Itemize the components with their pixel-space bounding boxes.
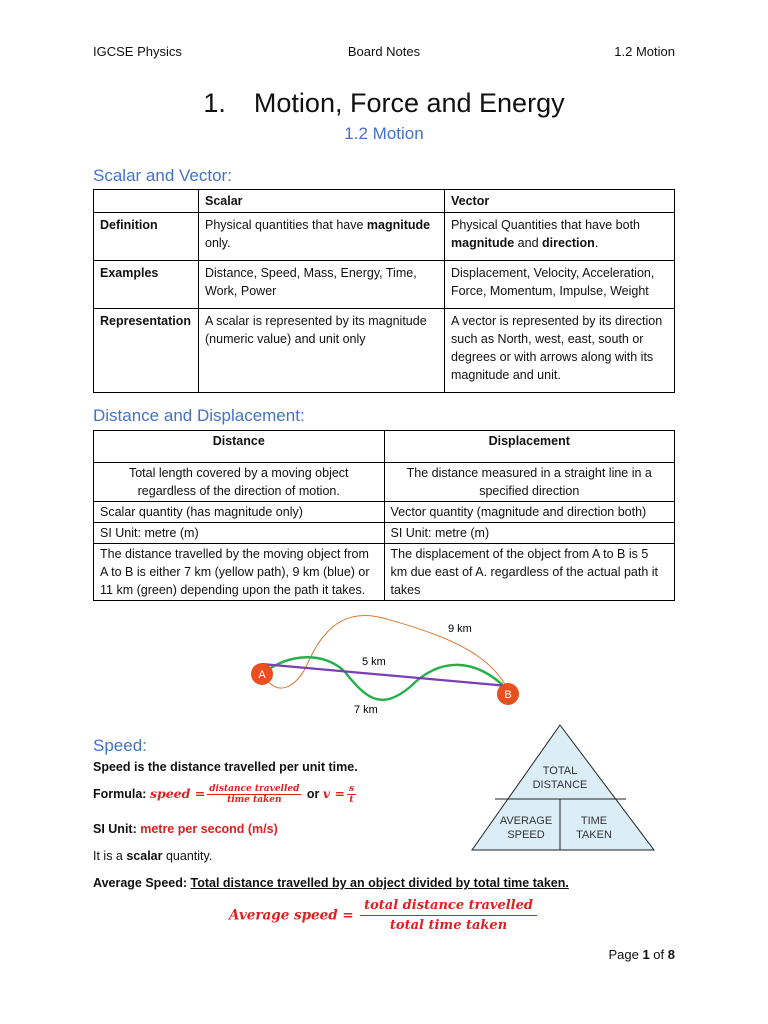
table-cell: The distance measured in a straight line in a specified direction xyxy=(384,463,675,502)
table-cell: Scalar quantity (has magnitude only) xyxy=(94,502,385,523)
table-row xyxy=(94,463,675,502)
distance-displacement-table xyxy=(93,430,675,601)
formula-numerator: distance travelled xyxy=(209,784,300,794)
row-label: Representation xyxy=(94,309,199,393)
page-title xyxy=(0,88,768,119)
table-cell: The displacement of the object from A to B is 5 km due east of A. regardless of the actual path it takes xyxy=(384,544,675,601)
page-number: 1 xyxy=(642,947,650,962)
formula-label: Formula: xyxy=(93,786,150,801)
cell-emphasis: direction xyxy=(542,236,595,250)
cell-text: only. xyxy=(205,236,231,250)
triangle-top-line1: TOTAL xyxy=(542,765,578,777)
cell-text: Physical Quantities that have both xyxy=(451,218,641,232)
speed-formula xyxy=(93,784,358,805)
footer-text: of xyxy=(649,947,668,962)
formula-lhs: speed = xyxy=(149,785,206,801)
speed-formula-triangle xyxy=(468,722,658,854)
title-number: 1. xyxy=(203,88,226,118)
formula2-fraction xyxy=(347,784,356,805)
table-cell: Vector quantity (magnitude and direction both) xyxy=(384,502,675,523)
note-text: quantity. xyxy=(162,849,213,863)
speed-scalar-note xyxy=(93,849,212,863)
table-row xyxy=(94,309,675,393)
si-value: metre per second (m/s) xyxy=(140,822,278,836)
section-heading-distance-displacement: Distance and Displacement: xyxy=(93,406,305,425)
speed-definition: Speed is the distance travelled per unit time. xyxy=(93,760,358,774)
table-row xyxy=(94,261,675,309)
table-cell xyxy=(445,213,675,261)
table-cell: SI Unit: metre (m) xyxy=(384,523,675,544)
table-header-cell xyxy=(94,190,199,213)
table-cell: SI Unit: metre (m) xyxy=(94,523,385,544)
table-cell: The distance travelled by the moving object from A to B is either 7 km (yellow path), 9 km (blue) or 11 km (green) depending upon the path it takes. xyxy=(94,544,385,601)
formula-or: or xyxy=(303,786,323,801)
triangle-right-line2: TAKEN xyxy=(576,829,612,841)
header-center: Board Notes xyxy=(347,44,421,59)
average-speed-definition xyxy=(93,876,569,890)
header-left: IGCSE Physics xyxy=(93,44,182,59)
avg-formula-lhs: Average speed = xyxy=(229,907,354,924)
note-emphasis: scalar xyxy=(126,849,163,863)
table-header-cell: Displacement xyxy=(384,431,675,463)
cell-text: and xyxy=(514,236,543,250)
table-cell: Total length covered by a moving object regardless of the direction of motion. xyxy=(94,463,385,502)
section-heading-speed: Speed: xyxy=(93,736,147,755)
triangle-left-line2: SPEED xyxy=(507,829,545,841)
table-cell: A vector is represented by its direction such as North, west, east, south or degrees or with arrows along with its magnitude and unit. xyxy=(445,309,675,393)
table-header-cell: Distance xyxy=(94,431,385,463)
row-label: Definition xyxy=(94,213,199,261)
avg-label: Average Speed: xyxy=(93,876,191,890)
table-header-row xyxy=(94,431,675,463)
note-text: It is a xyxy=(93,849,127,863)
point-b-label: B xyxy=(504,689,512,701)
triangle-left-line1: AVERAGE xyxy=(499,815,553,827)
si-label: SI Unit: xyxy=(93,822,141,836)
cell-text: . xyxy=(594,236,599,250)
table-cell xyxy=(199,213,445,261)
table-row xyxy=(94,213,675,261)
page-footer xyxy=(608,947,675,962)
formula-fraction xyxy=(207,784,301,805)
average-speed-formula xyxy=(0,898,768,933)
label-7km: 7 km xyxy=(354,704,378,716)
section-heading-scalar-vector: Scalar and Vector: xyxy=(93,166,232,185)
avg-formula-numerator: total distance travelled xyxy=(360,898,537,916)
title-text: Motion, Force and Energy xyxy=(253,88,565,118)
table-row xyxy=(94,502,675,523)
scalar-vector-table xyxy=(93,189,675,393)
table-row xyxy=(94,523,675,544)
avg-formula-fraction xyxy=(360,898,537,933)
formula2-lhs: v = xyxy=(322,785,345,801)
cell-emphasis: magnitude xyxy=(451,236,515,250)
triangle-right-line1: TIME xyxy=(580,815,608,827)
cell-emphasis: magnitude xyxy=(366,218,431,232)
avg-definition: Total distance travelled by an object divided by total time taken. xyxy=(190,876,569,890)
path-diagram xyxy=(240,612,540,722)
triangle-top-line2: DISTANCE xyxy=(532,779,588,791)
table-cell: Distance, Speed, Mass, Energy, Time, Work, Power xyxy=(199,261,445,309)
table-row xyxy=(94,544,675,601)
avg-formula-denominator: total time taken xyxy=(389,918,508,933)
formula2-denominator: t xyxy=(349,795,354,805)
speed-si-unit xyxy=(93,822,278,836)
table-cell: Displacement, Velocity, Acceleration, Force, Momentum, Impulse, Weight xyxy=(445,261,675,309)
label-9km: 9 km xyxy=(448,623,472,635)
row-label: Examples xyxy=(94,261,199,309)
table-header-row xyxy=(94,190,675,213)
formula2-numerator: s xyxy=(348,784,355,794)
table-header-cell: Vector xyxy=(445,190,675,213)
footer-text: Page xyxy=(608,947,643,962)
table-cell: A scalar is represented by its magnitude (numeric value) and unit only xyxy=(199,309,445,393)
point-a-label: A xyxy=(258,669,266,681)
formula-denominator: time taken xyxy=(227,795,282,805)
page-total: 8 xyxy=(667,947,675,962)
header-right: 1.2 Motion xyxy=(614,44,675,59)
cell-text: Physical quantities that have xyxy=(205,218,367,232)
label-5km: 5 km xyxy=(362,656,386,668)
page-subtitle: 1.2 Motion xyxy=(344,124,424,143)
table-header-cell: Scalar xyxy=(199,190,445,213)
